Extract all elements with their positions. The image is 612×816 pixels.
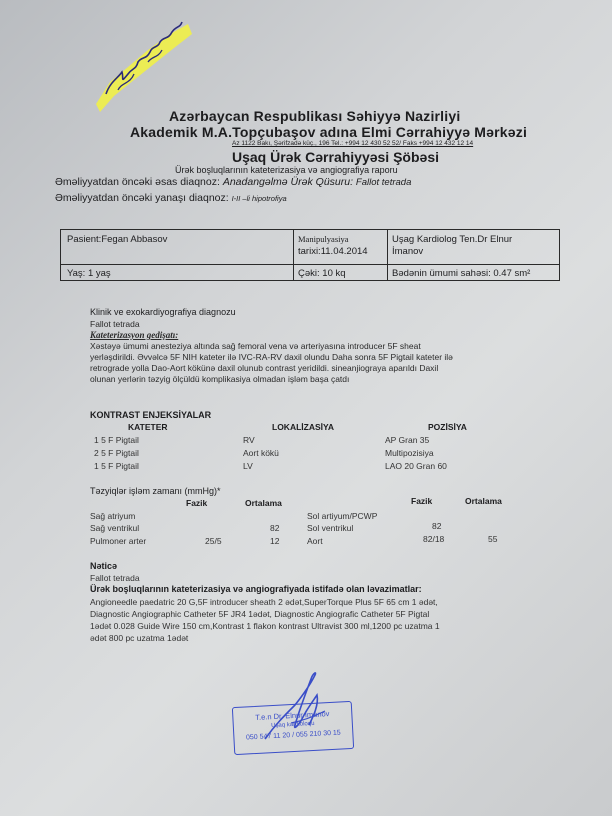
pressure-right-fazik: 82 (432, 521, 442, 531)
materials-line: ədət 800 pc uzatma 1ədət (90, 633, 189, 643)
procedure-line: retrograde yolla Dao-Aort kökünə daxil olunub contrast yeridildi. sineanjiograya aparıldı Daxil (90, 363, 439, 373)
preop-diagnosis-detail: Fallot tetrada (355, 177, 412, 188)
address-line: Az 1122 Bakı, Şərifzadə küç., 196 Tel.: +994 12 430 52 52/ Faks +994 12 432 12 14 (232, 140, 474, 147)
materials-line: Angioneedle paedatric 20 G,5F introducer sheath 2 ədət,SuperTorque Plus 5F 65 cm 1 ədət, (90, 597, 438, 607)
pressure-right-label: Sol ventrikul (307, 523, 354, 533)
left-col-ortalama: Ortalama (245, 498, 282, 508)
clinical-heading: Klinik ve exokardiyografiya diagnozu (90, 307, 236, 317)
pressure-left-label: Pulmoner arter (90, 536, 147, 546)
pressure-right-ort: 55 (488, 534, 498, 544)
contrast-row-position: Multipozisiya (385, 448, 434, 458)
result-heading: Nəticə (90, 561, 118, 571)
contrast-row-catheter: 1 5 F Pigtail (94, 435, 139, 445)
contrast-row-position: LAO 20 Gran 60 (385, 461, 447, 471)
left-col-fazik: Fazik (186, 498, 208, 508)
materials-heading: Ürək boşluqlarının kateterizasiya və angiografiyada istifadə olan ləvazimatlar: (90, 584, 422, 594)
contrast-row-catheter: 1 5 F Pigtail (94, 461, 139, 471)
contrast-row-position: AP Gran 35 (385, 435, 430, 445)
pressure-right-label: Aort (307, 536, 323, 546)
patient-weight: Çəki: 10 kq (298, 268, 346, 279)
handwritten-note (88, 12, 198, 112)
center-title: Akademik M.A.Topçubaşov adına Elmi Cərrahiyyə Mərkəzi (130, 124, 528, 140)
procedure-line: Xəstəyə ümumi anesteziya altında sağ femoral vena və arteriyasına introducer 5F sheat (90, 341, 421, 351)
doctor-line-2: İmanov (392, 246, 424, 257)
manipulation-label: Manipulyasiya (298, 234, 349, 244)
stamp-name: T.e.n Dr. Elnur İmanov (255, 709, 330, 722)
patient-age: Yaş: 1 yaş (67, 268, 111, 279)
report-title: Ürək boşluqlarının kateterizasiya və angiografiya raporu (175, 165, 398, 175)
preop-diagnosis-value: Anadangəlmə Ürək Qüsuru: (222, 176, 353, 188)
pressure-left-label: Sağ ventrikul (90, 523, 140, 533)
pressure-left-label: Sağ atriyum (90, 511, 136, 521)
doctor-stamp (232, 701, 354, 755)
department-title: Uşaq Ürək Cərrahiyyəsi Şöbəsi (232, 149, 439, 165)
preop-diagnosis-label: Əməliyyatdan öncəki əsas diaqnoz: (55, 176, 220, 188)
preop-approach (55, 192, 287, 204)
pressure-left-ort: 82 (270, 523, 280, 533)
right-col-ortalama: Ortalama (465, 496, 502, 506)
col-header-position: POZİSİYA (428, 422, 467, 432)
preop-diagnosis (55, 176, 411, 188)
doctor-line-1: Uşag Kardiolog Ten.Dr Elnur (392, 234, 513, 245)
stamp-title: Uşaq kardioloqu (271, 720, 315, 730)
procedure-heading: Kateterizasyon gedişatı: (90, 330, 179, 340)
col-header-catheter: KATETER (128, 422, 168, 432)
contrast-row-location: Aort kökü (243, 448, 279, 458)
result-text: Fallot tetrada (90, 573, 140, 583)
procedure-line: yerləşdirildi. Əvvəlcə 5F NIH kateter ilə IVC-RA-RV daxil olundu Daha sonra 5F Pigtail kateter ilə (90, 352, 453, 362)
pressures-heading: Təzyiqlər işləm zamanı (mmHg)* (90, 486, 221, 496)
col-header-location: LOKALİZASİYA (272, 422, 335, 432)
contrast-row-catheter: 2 5 F Pigtail (94, 448, 139, 458)
manipulation-date: tarixi:11.04.2014 (298, 246, 368, 257)
contrast-heading: KONTRAST ENJEKSİYALAR (90, 410, 212, 420)
materials-line: Diagnostic Angiographic Catheter 5F JR4 1ədət, Diagnostic Angiografic Catheter 5F Pigtal (90, 609, 430, 619)
patient-name: Pasient:Fegan Abbasov (67, 234, 168, 245)
pressure-left-ort: 12 (270, 536, 280, 546)
materials-line: 1ədət 0.028 Guide Wire 150 cm,Kontrast 1 flakon kontrast Ultravist 300 ml,1200 pc uzatma 1 (90, 621, 440, 631)
pressure-right-label: Sol artiyum/PCWP (307, 511, 378, 521)
clinical-diagnosis: Fallot tetrada (90, 319, 140, 329)
pressure-left-fazik: 25/5 (205, 536, 222, 546)
ministry-title: Azərbaycan Respublikası Səhiyyə Nazirliyi (169, 108, 461, 124)
patient-info-table (60, 229, 560, 281)
contrast-row-location: RV (243, 435, 255, 445)
right-col-fazik: Fazik (411, 496, 433, 506)
stamp-phones: 050 547 11 20 / 055 210 30 15 (245, 729, 341, 742)
contrast-row-location: LV (243, 461, 253, 471)
pressure-right-fazik: 82/18 (423, 534, 445, 544)
preop-approach-label: Əməliyyatdan öncəki yanaşı diaqnoz: (55, 192, 229, 204)
preop-approach-value: I-II –li hipotrofiya (231, 194, 287, 203)
patient-bsa: Bədənin ümumi sahəsi: 0.47 sm² (392, 268, 531, 279)
procedure-line: olunan yerlərin təzyig ölçüldü komplikasiya olmadan işləm başa çatdı (90, 374, 350, 384)
